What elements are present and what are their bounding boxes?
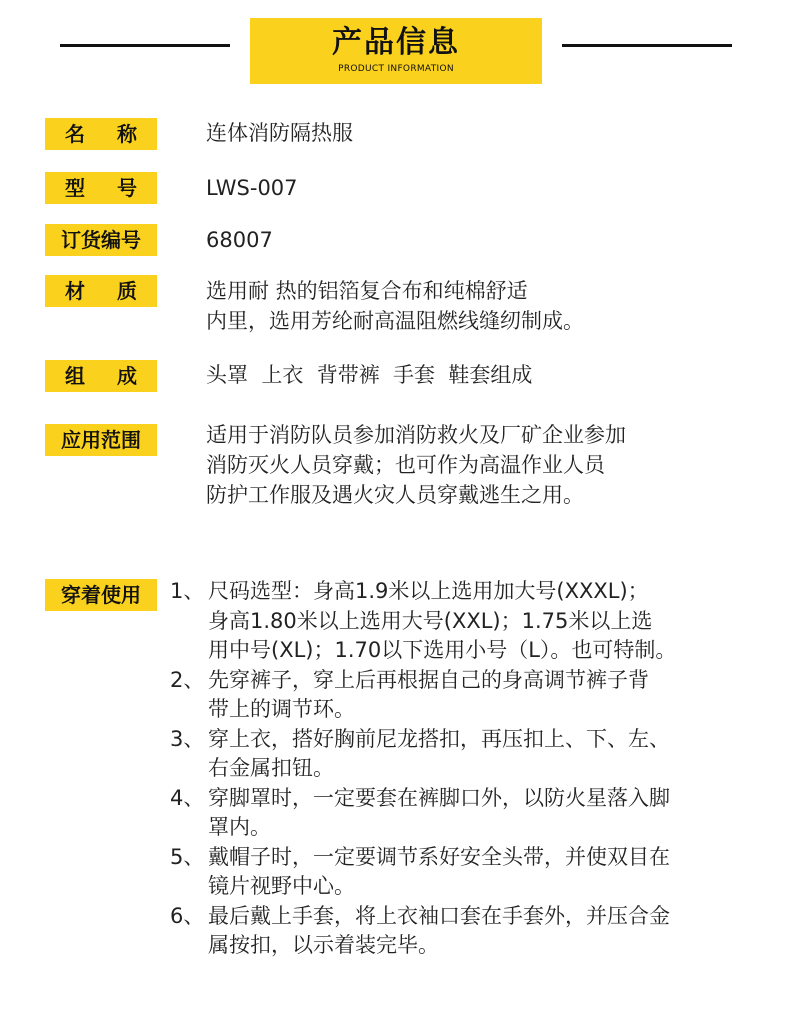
usage-line: 戴帽子时，一定要调节系好安全头带，并使双目在 xyxy=(208,844,670,869)
material-line: 选用耐 热的铝箔复合布和纯棉舒适 xyxy=(206,279,528,303)
usage-list xyxy=(170,577,770,961)
header-banner xyxy=(250,18,542,84)
usage-item-5 xyxy=(170,843,770,902)
usage-line: 先穿裤子，穿上后再根据自己的身高调节裤子背 xyxy=(208,667,649,692)
usage-line: 镜片视野中心。 xyxy=(208,874,355,898)
usage-line: 尺码选型：身高1.9米以上选用加大号(XXXL)； xyxy=(208,579,649,603)
label-material: 材质 xyxy=(45,275,157,307)
label-scope: 应用范围 xyxy=(45,424,157,456)
usage-item-number: 2、 xyxy=(170,667,205,692)
usage-line: 最后戴上手套，将上衣袖口套在手套外，并压合金 xyxy=(208,903,670,928)
page-title: 产品信息 xyxy=(332,25,460,60)
label-model: 型号 xyxy=(45,172,157,204)
value-model: LWS-007 xyxy=(206,176,298,200)
usage-line: 罩内。 xyxy=(208,815,271,839)
value-name: 连体消防隔热服 xyxy=(206,121,353,145)
usage-item-number: 3、 xyxy=(170,726,205,751)
label-order-no: 订货编号 xyxy=(45,224,157,256)
scope-line: 适用于消防队员参加消防救火及厂矿企业参加 xyxy=(206,423,626,447)
usage-item-1 xyxy=(170,577,770,666)
usage-line: 属按扣，以示着装完毕。 xyxy=(208,933,439,957)
value-material xyxy=(206,276,584,336)
usage-item-6 xyxy=(170,902,770,961)
label-usage: 穿着使用 xyxy=(45,579,157,611)
scope-line: 防护工作服及遇火灾人员穿戴逃生之用。 xyxy=(206,483,584,507)
usage-line: 右金属扣钮。 xyxy=(208,756,334,780)
material-line: 内里，选用芳纶耐高温阻燃线缝纫制成。 xyxy=(206,309,584,333)
page-subtitle: PRODUCT INFORMATION xyxy=(338,64,454,74)
header-rule-left xyxy=(60,44,230,47)
usage-line: 穿脚罩时，一定要套在裤脚口外，以防火星落入脚 xyxy=(208,785,670,810)
usage-line: 带上的调节环。 xyxy=(208,697,355,721)
usage-line: 穿上衣，搭好胸前尼龙搭扣，再压扣上、下、左、 xyxy=(208,726,670,751)
usage-item-4 xyxy=(170,784,770,843)
value-composition: 头罩 上衣 背带裤 手套 鞋套组成 xyxy=(206,363,533,387)
label-name: 名称 xyxy=(45,118,157,150)
usage-item-2 xyxy=(170,666,770,725)
usage-item-number: 5、 xyxy=(170,844,205,869)
usage-line: 用中号(XL)；1.70以下选用小号（L）。也可特制。 xyxy=(208,638,677,662)
value-order-no: 68007 xyxy=(206,228,273,252)
usage-item-number: 6、 xyxy=(170,903,205,928)
label-composition: 组成 xyxy=(45,360,157,392)
usage-line: 身高1.80米以上选用大号(XXL)；1.75米以上选 xyxy=(208,608,653,633)
value-scope xyxy=(206,420,626,510)
usage-item-3 xyxy=(170,725,770,784)
scope-line: 消防灭火人员穿戴；也可作为高温作业人员 xyxy=(206,453,605,477)
usage-item-number: 1、 xyxy=(170,579,205,603)
usage-item-number: 4、 xyxy=(170,785,205,810)
header-rule-right xyxy=(562,44,732,47)
